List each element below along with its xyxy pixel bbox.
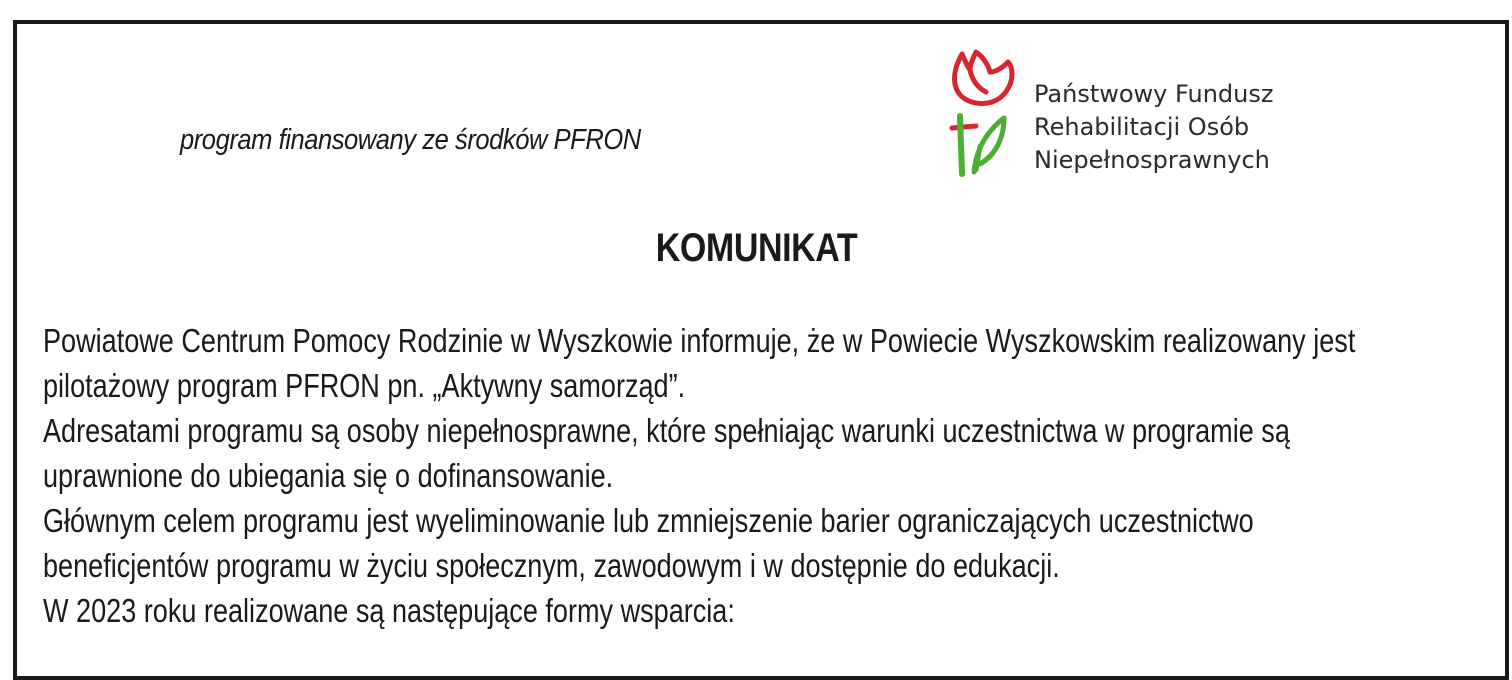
body-line: uprawnione do ubiegania się o dofinansowanie.	[43, 457, 614, 494]
org-name	[1034, 78, 1273, 177]
body-line: beneficjentów programu w życiu społecznym, zawodowym i w dostępnie do edukacji.	[43, 547, 1060, 584]
body-line: Powiatowe Centrum Pomocy Rodzinie w Wyszkowie informuje, że w Powiecie Wyszkowskim realizowany jest	[43, 322, 1356, 359]
pfron-logo	[946, 46, 1326, 186]
org-name-line: Rehabilitacji Osób	[1034, 113, 1250, 141]
page-title-text: KOMUNIKAT	[655, 226, 857, 270]
org-name-line: Państwowy Fundusz	[1034, 80, 1274, 108]
body-line: Głównym celem programu jest wyeliminowanie lub zmniejszenie barier ograniczających uczestnictwo	[43, 502, 1254, 539]
body-line: Adresatami programu są osoby niepełnosprawne, które spełniając warunki uczestnictwa w programie są	[43, 412, 1290, 449]
body-line: pilotażowy program PFRON pn. „Aktywny samorząd”.	[43, 367, 686, 404]
org-name-line: Niepełnosprawnych	[1034, 146, 1270, 174]
body-line: W 2023 roku realizowane są następujące formy wsparcia:	[43, 592, 735, 629]
funding-tagline: program finansowany ze środków PFRON	[180, 124, 641, 156]
tulip-icon	[946, 46, 1026, 186]
page-title	[0, 226, 1512, 271]
announcement-body	[43, 318, 1388, 633]
